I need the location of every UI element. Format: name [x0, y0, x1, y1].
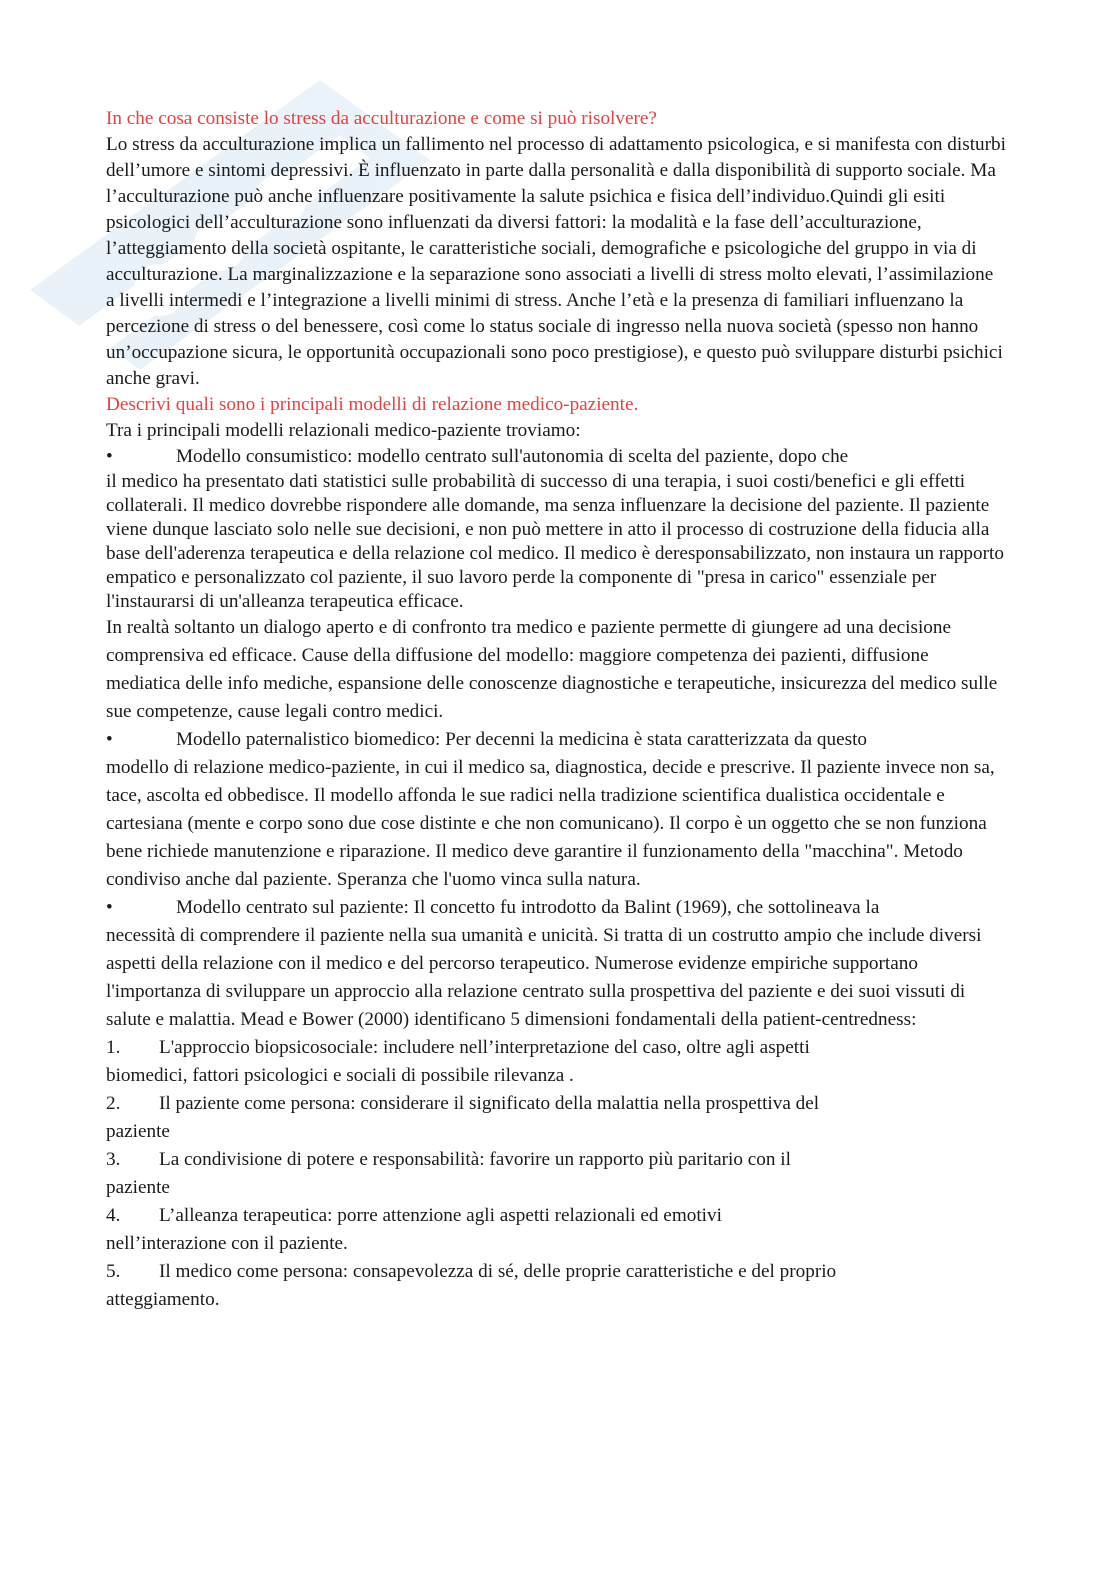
paragraph-acculturation-stress: Lo stress da acculturazione implica un fallimento nel processo di adattamento psicologica, e si manifesta con disturbi dell’umore e sintomi depressivi. È influenzato in parte dalla personalità e dalla disponibilità di supporto sociale. Ma l’acculturazione può anche influenzare positivamente la salute psichica e fisica dell’individuo.Quindi gli esiti psicologici dell’acculturazione sono influenzati da diversi fattori: la modalità e la fase dell’acculturazione, l’atteggiamento della società ospitante, le caratteristiche sociali, demografiche e psicologiche del gruppo in via di acculturazione. La marginalizzazione e la separazione sono associati a livelli di stress molto elevati, l’assimilazione a livelli intermedi e l’integrazione a livelli minimi di stress. Anche l’età e la presenza di familiari influenzano la percezione di stress o del benessere, così come lo status sociale di ingresso nella nuova società (spesso non hanno un’occupazione sicura, le opportunità occupazionali sono poco prestigiose), e questo può sviluppare disturbi psichici anche gravi. — [106, 134, 1006, 389]
bullet-icon: • — [106, 897, 113, 918]
paragraph-patient-centered-model: necessità di comprendere il paziente nella sua umanità e unicità. Si tratta di un costrutto ampio che include diversi aspetti della relazione con il medico e del percorso terapeutico. Numerose evidenze empiriche supportano l'importanza di sviluppare un approccio alla relazione centrato sulla prospettiva del paziente e dei suoi vissuti di salute e malattia. Mead e Bower (2000) identificano 5 dimensioni fondamentali della patient-centredness: — [106, 925, 982, 1030]
list-item-first-line: Il medico come persona: consapevolezza di sé, delle proprie caratteristiche e del proprio — [159, 1261, 837, 1282]
bullet-item-patient-centered-model — [106, 894, 1006, 922]
list-item — [106, 1202, 1006, 1230]
bullet-item-paternalistic-model — [106, 726, 1006, 754]
list-item — [106, 1146, 1006, 1174]
list-number: 1. — [106, 1037, 121, 1058]
bullet-first-line: Modello paternalistico biomedico: Per decenni la medicina è stata caratterizzata da questo — [176, 729, 867, 750]
list-item-first-line: Il paziente come persona: considerare il significato della malattia nella prospettiva del — [159, 1093, 820, 1114]
list-item — [106, 1258, 1006, 1286]
bullet-icon: • — [106, 729, 113, 750]
list-item-continuation: biomedici, fattori psicologici e sociali di possibile rilevanza . — [106, 1065, 574, 1086]
list-item-continuation: paziente — [106, 1121, 170, 1142]
list-item-continuation: paziente — [106, 1177, 170, 1198]
list-item — [106, 1090, 1006, 1118]
list-item-first-line: L’alleanza terapeutica: porre attenzione agli aspetti relazionali ed emotivi — [159, 1205, 722, 1226]
paragraph-paternalistic-model: modello di relazione medico-paziente, in cui il medico sa, diagnostica, decide e prescrive. Il paziente invece non sa, tace, ascolta ed obbedisce. Il modello affonda le sue radici nella tradizione scientifica dualistica occidentale e cartesiana (mente e corpo sono due cose distinte e che non comunicano). Il corpo è un oggetto che se non funziona bene richiede manutenzione e riparazione. Il medico deve garantire il funzionamento della "macchina". Metodo condiviso anche dal paziente. Speranza che l'uomo vinca sulla natura. — [106, 757, 995, 890]
bullet-icon: • — [106, 446, 113, 467]
list-item-first-line: La condivisione di potere e responsabilità: favorire un rapporto più paritario con il — [159, 1149, 791, 1170]
section-heading-models: Descrivi quali sono i principali modelli di relazione medico-paziente. — [106, 394, 639, 415]
paragraph-models-intro: Tra i principali modelli relazionali medico-paziente troviamo: — [106, 420, 581, 441]
list-item-first-line: L'approccio biopsicosociale: includere nell’interpretazione del caso, oltre agli aspetti — [159, 1037, 810, 1058]
section-heading-acculturation: In che cosa consiste lo stress da acculturazione e come si può risolvere? — [106, 108, 657, 129]
bullet-first-line: Modello centrato sul paziente: Il concetto fu introdotto da Balint (1969), che sottolineava la — [176, 897, 880, 918]
list-number: 5. — [106, 1261, 121, 1282]
list-number: 2. — [106, 1093, 121, 1114]
bullet-first-line: Modello consumistico: modello centrato sull'autonomia di scelta del paziente, dopo che — [176, 446, 849, 467]
paragraph-consumer-model: il medico ha presentato dati statistici sulle probabilità di successo di una terapia, i suoi costi/benefici e gli effetti collaterali. Il medico dovrebbe rispondere alle domande, ma senza influenzare la decisione del paziente. Il paziente viene dunque lasciato solo nelle sue decisioni, e non può mettere in atto il processo di costruzione della fiducia alla base dell'aderenza terapeutica e della relazione col medico. Il medico è deresponsabilizzato, non instaura un rapporto empatico e personalizzato col paziente, il suo lavoro perde la componente di "presa in carico" essenziale per l'instaurarsi di un'alleanza terapeutica efficace. — [106, 471, 1004, 612]
numbered-list-dimensions — [106, 1034, 1006, 1314]
list-item-continuation: nell’interazione con il paziente. — [106, 1233, 348, 1254]
document-page — [106, 106, 1006, 1314]
paragraph-consumer-model-note: In realtà soltanto un dialogo aperto e di confronto tra medico e paziente permette di giungere ad una decisione comprensiva ed efficace. Cause della diffusione del modello: maggiore competenza dei pazienti, diffusione mediatica delle info mediche, espansione delle conoscenze diagnostiche e terapeutiche, insicurezza del medico sulle sue competenze, cause legali contro medici. — [106, 617, 998, 722]
list-number: 4. — [106, 1205, 121, 1226]
list-item-continuation: atteggiamento. — [106, 1289, 220, 1310]
list-number: 3. — [106, 1149, 121, 1170]
bullet-item-consumer-model — [106, 444, 1006, 470]
list-item — [106, 1034, 1006, 1062]
